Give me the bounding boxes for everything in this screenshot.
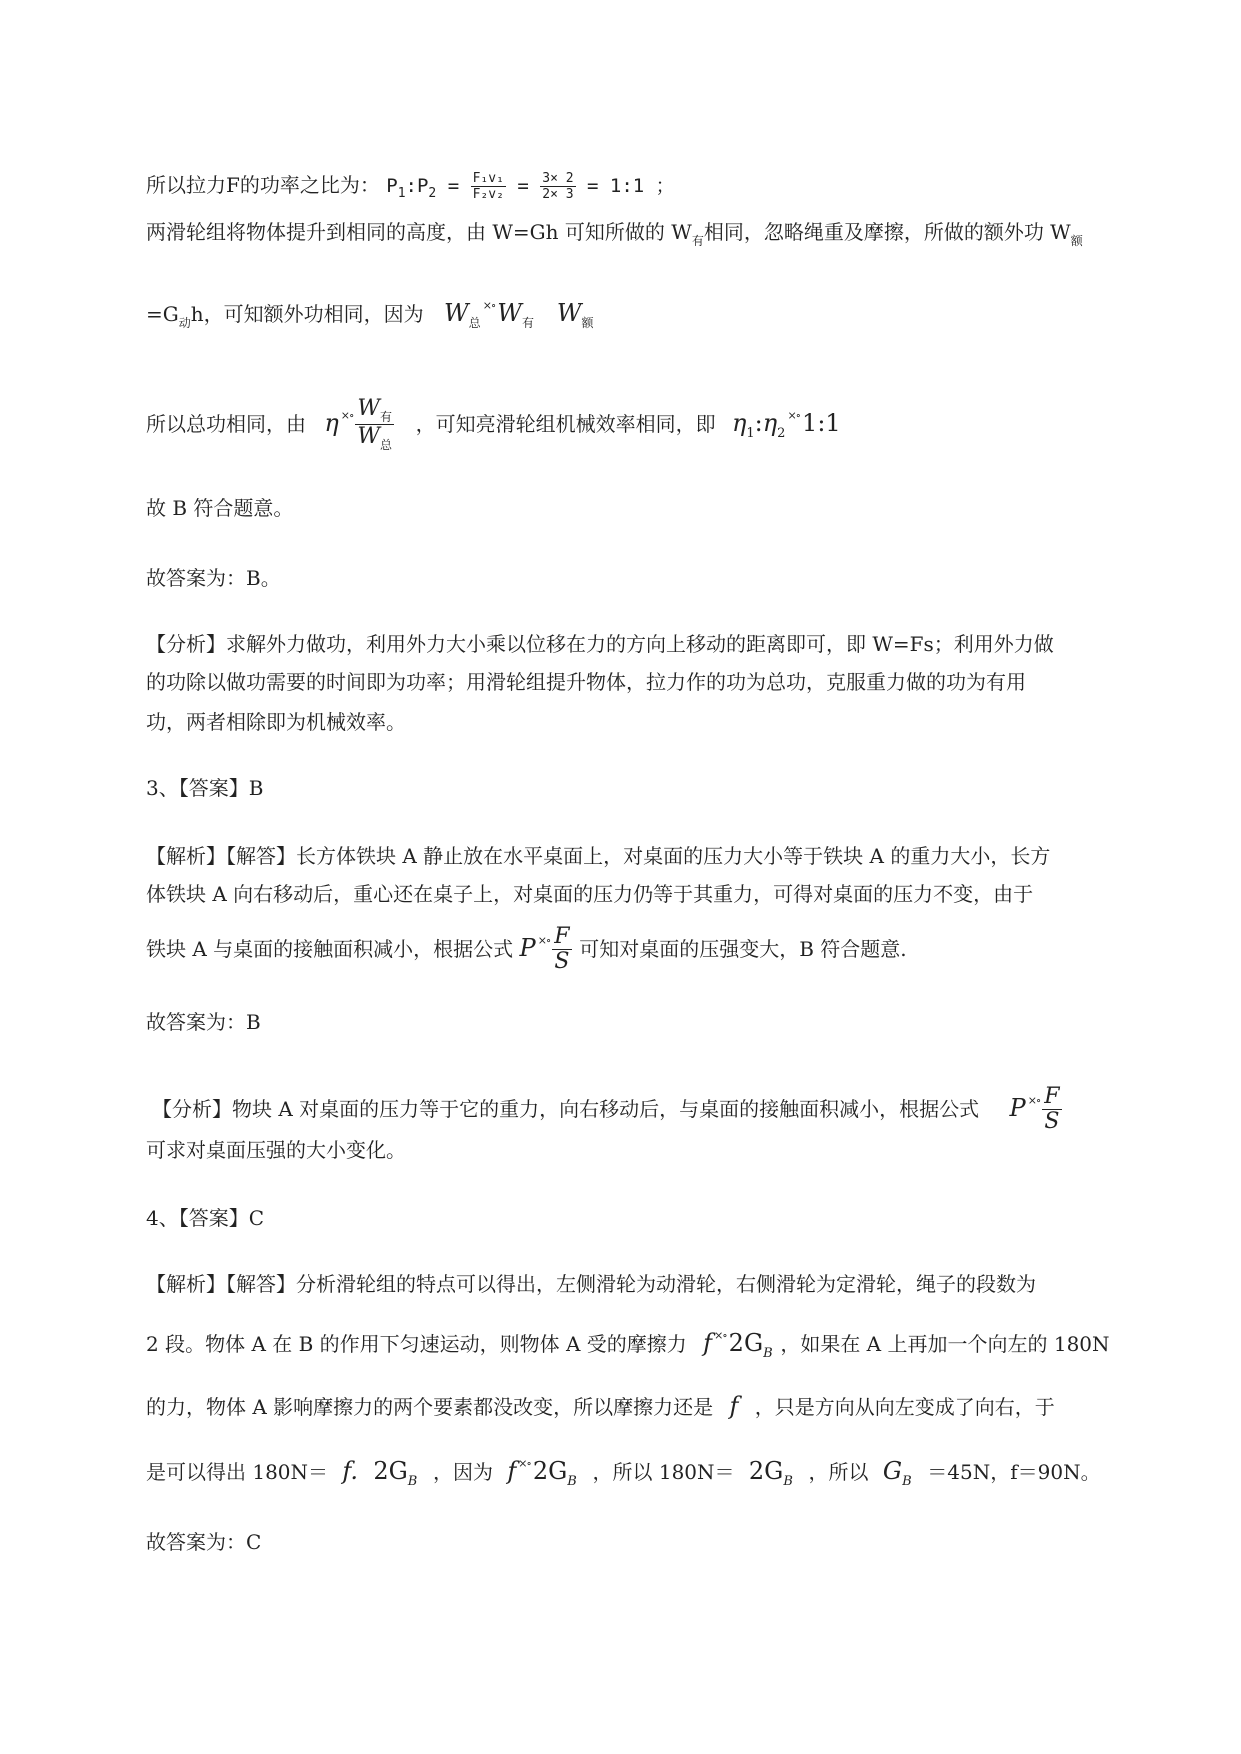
efficiency-ratio-formula: $\eta_1:\eta_2^{\times\circ}1:1$ [732, 409, 841, 441]
efficiency-formula: η ×∘ $\frac{W_有}{W_总}$ [324, 396, 392, 452]
paragraph-line: 故 B 符合题意。 [146, 496, 294, 520]
friction-formula: f. $2G_B$ [342, 1457, 418, 1489]
paragraph-line: 是可以得出 180N＝ f. $2G_B$ ，因为 f $^{\times\circ}2G_B$ ，所以 $180N= 2G_B$ ，所以 $G_B =45N$，f＝90N。 [146, 1457, 1101, 1489]
paragraph-line: 体铁块 A 向右移动后，重心还在桌子上，对桌面的压力仍等于其重力，可得对桌面的压力不变，由于 [146, 882, 1034, 906]
pressure-formula: P ×∘ $\frac{F}{S}$ [1009, 1084, 1060, 1134]
paragraph-line: 的力，物体 A 影响摩擦力的两个要素都没改变，所以摩擦力还是 f ，只是方向从向左变成了向右，于 [146, 1392, 1055, 1420]
power-ratio-formula: $P_1:P_2$ = $\frac{\text{F₁v₁}}{\text{F₂v₂}}$ = $\frac{3\times 2}{2\times 3}$ = 1:1 ； [386, 171, 675, 202]
friction-formula: f $^{\times\circ}2G_B$ [507, 1457, 577, 1489]
work-formula: $W_总^{\times\circ}W_有$ $W_额$ [444, 299, 594, 330]
paragraph-line: 可求对桌面压强的大小变化。 [146, 1138, 406, 1162]
answer-heading: 3、【答案】B [146, 776, 264, 800]
paragraph-line: 【解析】【解答】分析滑轮组的特点可以得出，左侧滑轮为动滑轮，右侧滑轮为定滑轮，绳子的段数为 [146, 1272, 1036, 1296]
weight-symbol: $G_B$ [882, 1457, 912, 1489]
paragraph-line: $=G_动h$，可知额外功相同，因为 $W_总^{\times\circ}W_有$ $W_额$ [146, 299, 594, 330]
paragraph-line: 功，两者相除即为机械效率。 [146, 710, 406, 734]
answer-heading: 4、【答案】C [146, 1206, 265, 1230]
paragraph-line: 故答案为：B [146, 1010, 261, 1034]
text: 所以拉力F的功率之比为： [146, 173, 380, 197]
paragraph-line: 两滑轮组将物体提升到相同的高度，由 W=Gh 可知所做的 $W_有$相同，忽略绳重及摩擦，所做的额外功 $W_额$ [146, 220, 1083, 248]
power-ratio-line [146, 172, 675, 201]
paragraph-line: 铁块 A 与桌面的接触面积减小，根据公式 P ×∘ $\frac{F}{S}$ 可知对桌面的压强变大，B 符合题意. [146, 924, 907, 974]
paragraph-line: 【分析】求解外力做功，利用外力大小乘以位移在力的方向上移动的距离即可，即 W=Fs；利用外力做 [146, 632, 1054, 656]
paragraph-line: 的功除以做功需要的时间即为功率；用滑轮组提升物体，拉力作的功为总功，克服重力做的功为有用 [146, 670, 1026, 694]
friction-symbol: f [729, 1392, 739, 1420]
paragraph-line: 【分析】物块 A 对桌面的压力等于它的重力，向右移动后，与桌面的接触面积减小，根据公式 P ×∘ $\frac{F}{S}$ [152, 1084, 1060, 1134]
paragraph-line: 【解析】【解答】长方体铁块 A 静止放在水平桌面上，对桌面的压力大小等于铁块 A 的重力大小，长方 [146, 844, 1051, 868]
weight-formula: $2G_B$ [748, 1457, 793, 1489]
paragraph-line: 故答案为：B。 [146, 566, 281, 590]
pressure-formula: P ×∘ $\frac{F}{S}$ [519, 924, 570, 974]
paragraph-line: 故答案为：C [146, 1530, 262, 1554]
paragraph-line: 2 段。物体 A 在 B 的作用下匀速运动，则物体 A 受的摩擦力 f $^{\times\circ}2G_B$ ，如果在 A 上再加一个向左的 180N [146, 1329, 1110, 1361]
friction-formula: f $^{\times\circ}2G_B$ [703, 1329, 773, 1361]
paragraph-line: 所以总功相同，由 η ×∘ $\frac{W_有}{W_总}$ ，可知亮滑轮组机械效率相同，即 $\eta_1:\eta_2^{\times\circ}1:1$ [146, 396, 841, 452]
